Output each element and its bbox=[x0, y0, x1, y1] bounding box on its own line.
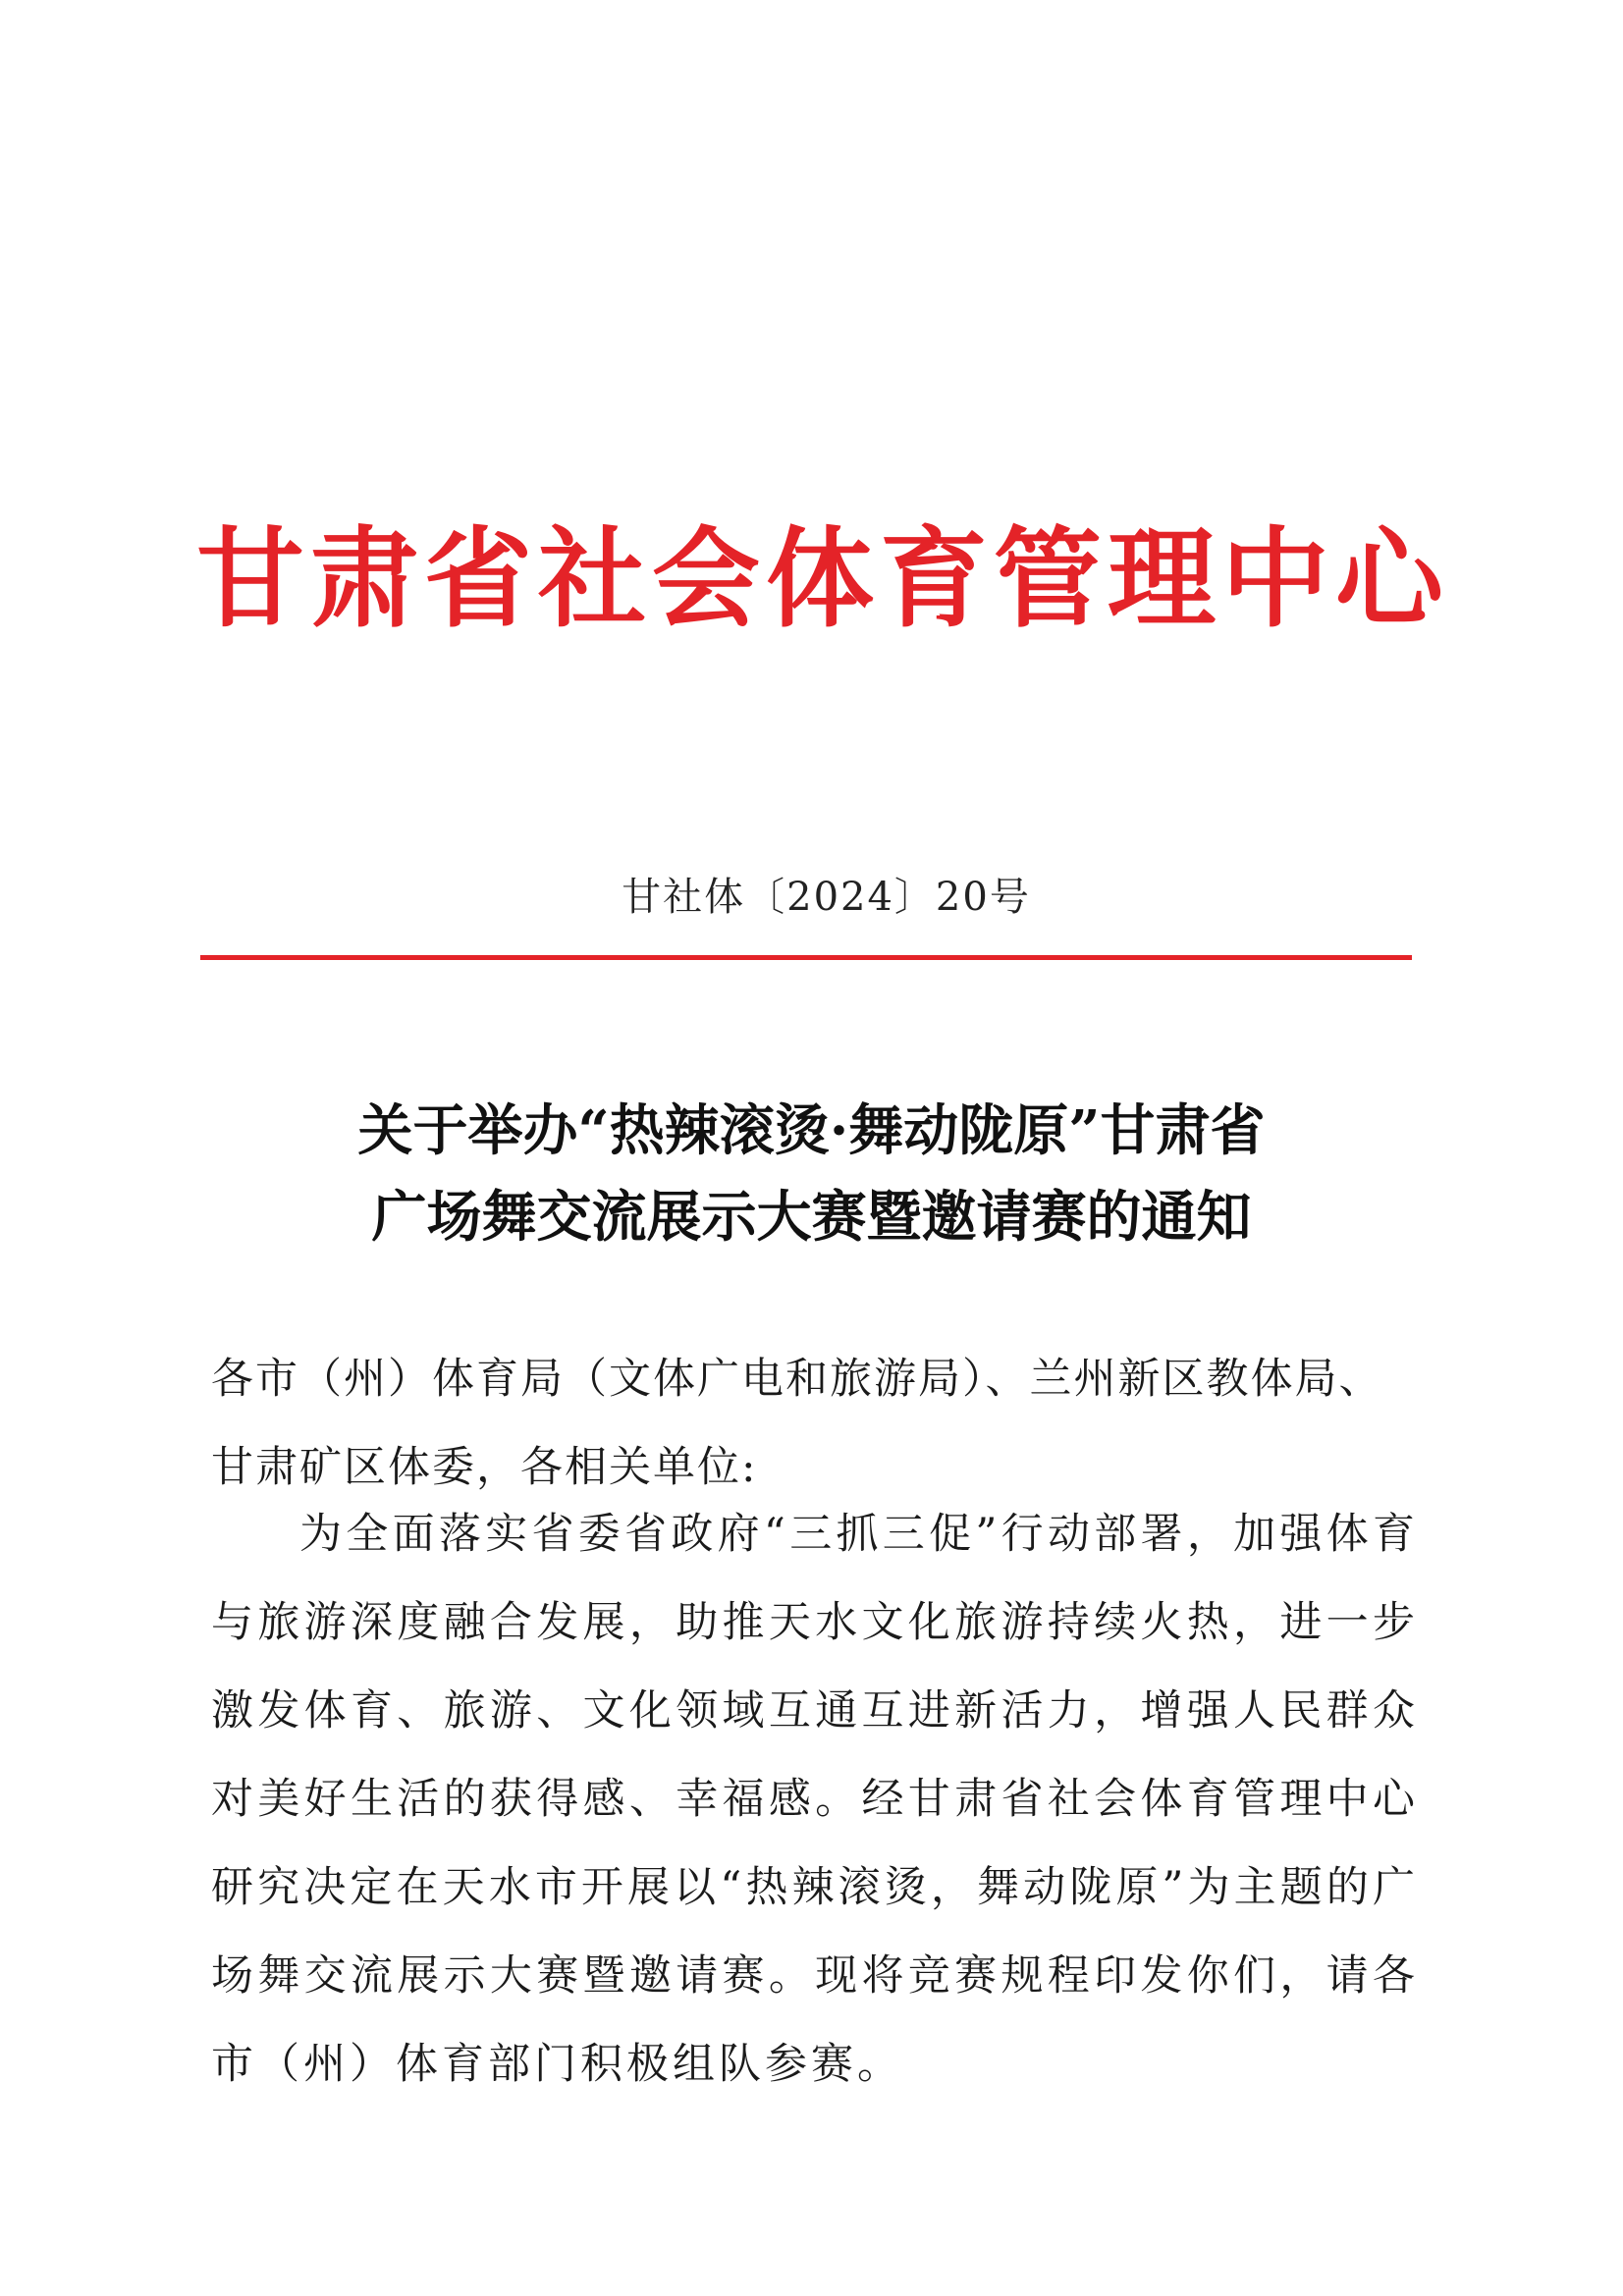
salutation: 各市（州）体育局（文体广电和旅游局）、兰州新区教体局、甘肃矿区体委，各相关单位: bbox=[211, 1355, 1383, 1492]
body-paragraph: 为全面落实省委省政府“三抓三促”行动部署，加强体育与旅游深度融合发展，助推天水文化旅游持续火热，进一步激发体育、旅游、文化领域互通互进新活力，增强人民群众对美好生活的获得感、幸福感。经甘肃省社会体育管理中心研究决定在天水市开展以“热辣滚烫，舞动陇原”为主题的广场舞交流展示大赛暨邀请赛。现将竞赛规程印发你们，请各市（州）体育部门积极组队参赛。 bbox=[211, 1510, 1419, 2089]
document-number: 甘社体〔2024〕20号 bbox=[622, 875, 1031, 920]
notice-title bbox=[0, 1088, 1623, 1260]
issuing-organization-title: 甘肃省社会体育管理中心 bbox=[196, 516, 1449, 642]
red-divider-line bbox=[200, 955, 1412, 960]
notice-title-line-2: 广场舞交流展示大赛暨邀请赛的通知 bbox=[371, 1185, 1252, 1250]
notice-title-line-1: 关于举办“热辣滚烫·舞动陇原”甘肃省 bbox=[357, 1098, 1266, 1163]
